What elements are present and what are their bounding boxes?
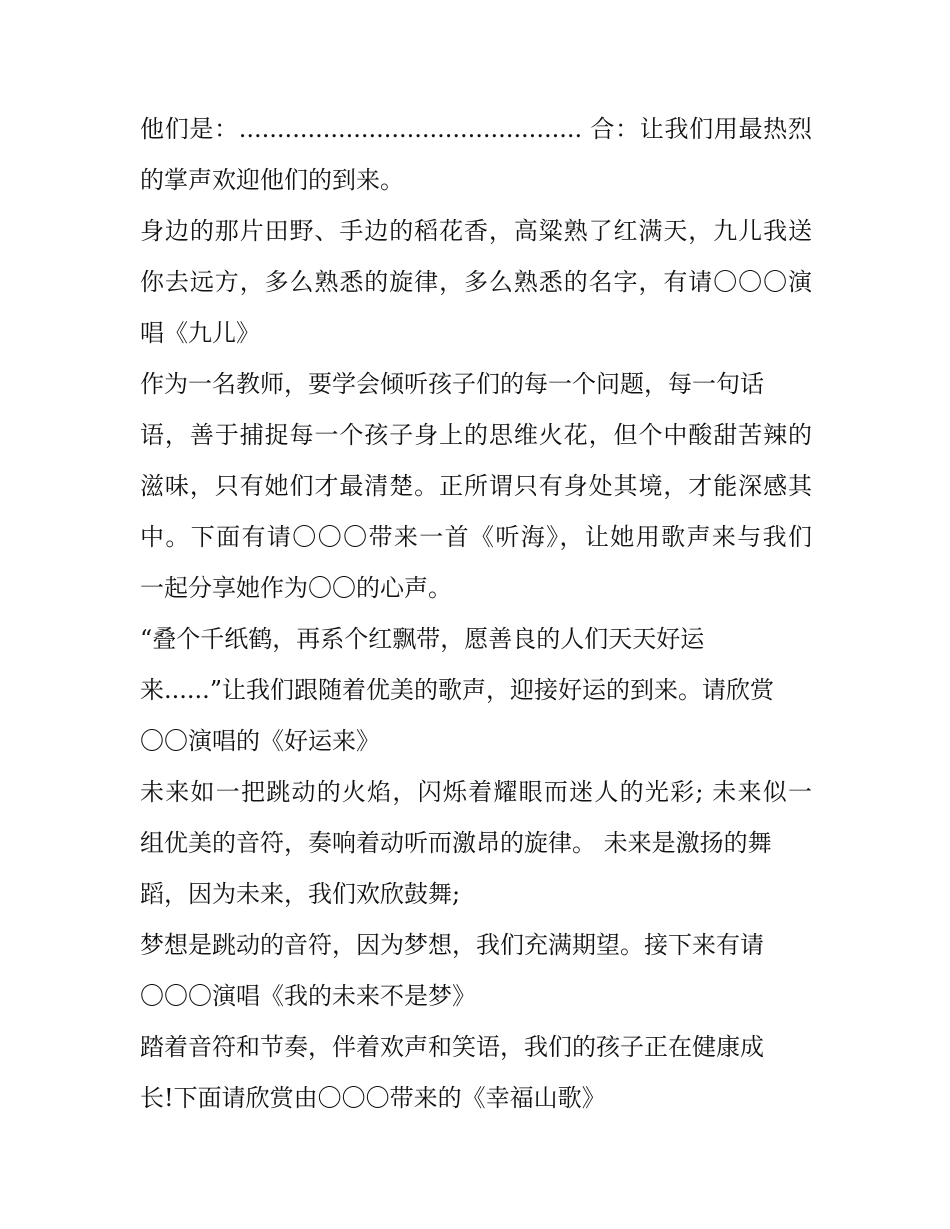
text-line: 的掌声欢迎他们的到来。: [140, 166, 404, 194]
document-body: [140, 104, 812, 1124]
text-line: 长!下面请欣赏由〇〇〇带来的《幸福山歌》: [140, 1084, 606, 1112]
text-line: 未来如一把跳动的火焰，闪烁着耀眼而迷人的光彩; 未来似一: [140, 778, 812, 806]
text-line: 〇〇〇演唱《我的未来不是梦》: [140, 982, 476, 1010]
text-line: 作为一名教师，要学会倾听孩子们的每一个问题，每一句话: [140, 370, 764, 398]
text-line: 唱《九儿》: [140, 319, 260, 347]
text-line: 滋味，只有她们才最清楚。正所谓只有身处其境，才能深感其: [140, 472, 812, 500]
text-line: 组优美的音符，奏响着动听而激昂的旋律。 未来是激扬的舞: [140, 829, 772, 857]
text-line: 〇〇演唱的《好运来》: [140, 727, 380, 755]
text-line: 来......”让我们跟随着优美的歌声，迎接好运的到来。请欣赏: [140, 676, 775, 704]
text-line: 中。下面有请〇〇〇带来一首《听海》，让她用歌声来与我们: [140, 523, 812, 551]
text-line: “叠个千纸鹤，再系个红飘带，愿善良的人们天天好运: [140, 625, 705, 653]
text-line: 踏着音符和节奏，伴着欢声和笑语，我们的孩子正在健康成: [140, 1033, 764, 1061]
text-line: 你去远方，多么熟悉的旋律，多么熟悉的名字，有请〇〇〇演: [140, 268, 812, 296]
text-line: 身边的那片田野、手边的稻花香，高粱熟了红满天，九儿我送: [140, 217, 812, 245]
text-line: 蹈，因为未来，我们欢欣鼓舞;: [140, 880, 461, 908]
text-line: 他们是：............................................. 合：让我们用最热烈: [140, 115, 812, 143]
text-line: 梦想是跳动的音符，因为梦想，我们充满期望。接下来有请: [140, 931, 764, 959]
text-line: 语，善于捕捉每一个孩子身上的思维火花，但个中酸甜苦辣的: [140, 421, 812, 449]
text-line: 一起分享她作为〇〇的心声。: [140, 574, 452, 602]
